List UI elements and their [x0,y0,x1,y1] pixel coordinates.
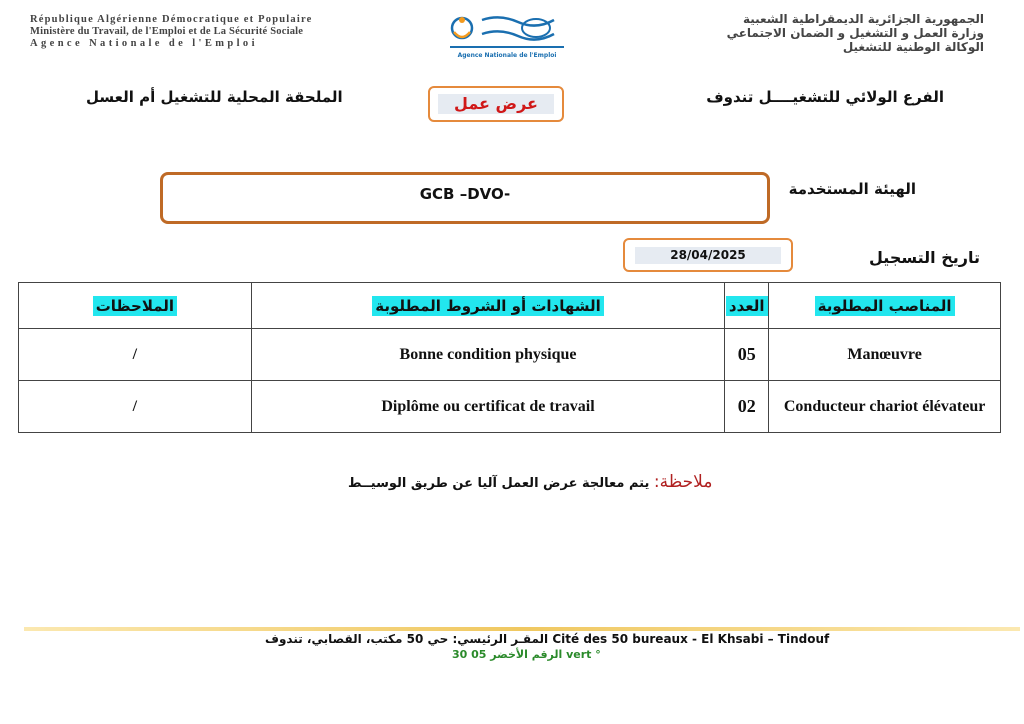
cell-count: 02 [725,381,769,433]
registration-label: تاريخ التسجيل [869,248,980,267]
employer-box [160,172,770,224]
table-row [19,329,1001,381]
registration-date: 28/04/2025 [635,247,781,264]
local-annex: الملحقة المحلية للتشغيل أم العسل [86,88,343,106]
note-label: ملاحظة: [653,472,713,492]
header-french-line: Ministère du Travail, de l'Emploi et de La Sécurité Sociale [30,26,304,37]
header-remarks [19,283,252,329]
cell-requirement: Bonne condition physique [251,329,724,381]
regional-branch: الفرع الولائي للتشغيــــل تندوف [706,88,944,106]
table-header-row [19,283,1001,329]
employer-value: GCB –DVO- [419,185,511,203]
cell-count: 05 [725,329,769,381]
note [348,472,712,492]
header-french [30,14,420,50]
employer-label: الهيئة المستخدمة [788,180,916,198]
header-positions [769,283,1001,329]
logo-caption: Agence Nationale de l'Emploi [457,52,557,59]
cell-requirement: Diplôme ou certificat de travail [251,381,724,433]
header-positions-label: المناصب المطلوبة [815,296,955,316]
header-french-line: République Algérienne Démocratique et Populaire [30,14,313,25]
footer-divider [24,627,1020,631]
cell-remark: / [19,381,252,433]
jobs-table [18,282,1001,433]
header-requirements-label: الشهادات أو الشروط المطلوبة [372,296,604,316]
offer-title: عرض عمل [438,94,554,114]
header-arabic-line: الجمهورية الجزائرية الديمقراطية الشعبية [742,12,984,26]
header-count-label: العدد [726,296,768,316]
cell-remark: / [19,329,252,381]
table-row [19,381,1001,433]
offer-title-box [428,86,564,122]
cell-position: Conducteur chariot élévateur [769,381,1001,433]
header-arabic [594,12,984,54]
header-count [725,283,769,329]
note-text: يتم معالجة عرض العمل آليا عن طريق الوسيــط [348,476,654,491]
registration-date-box [623,238,793,272]
header-requirements [251,283,724,329]
footer-green-number: الرقم الأخضر 05 30 vert ° [452,648,601,661]
header-arabic-line: الوكالة الوطنية للتشغيل [842,40,984,54]
header-arabic-line: وزارة العمل و التشغيل و الضمان الاجتماعي [726,26,984,40]
footer-address: المقـر الرئيسي: حي 50 مكتب، القصابي، تندوف Cité des 50 bureaux - El Khsabi – Tindouf [265,632,830,646]
header-remarks-label: الملاحظات [93,296,177,316]
header-french-line: Agence Nationale de l'Emploi [30,38,258,49]
cell-position: Manœuvre [769,329,1001,381]
